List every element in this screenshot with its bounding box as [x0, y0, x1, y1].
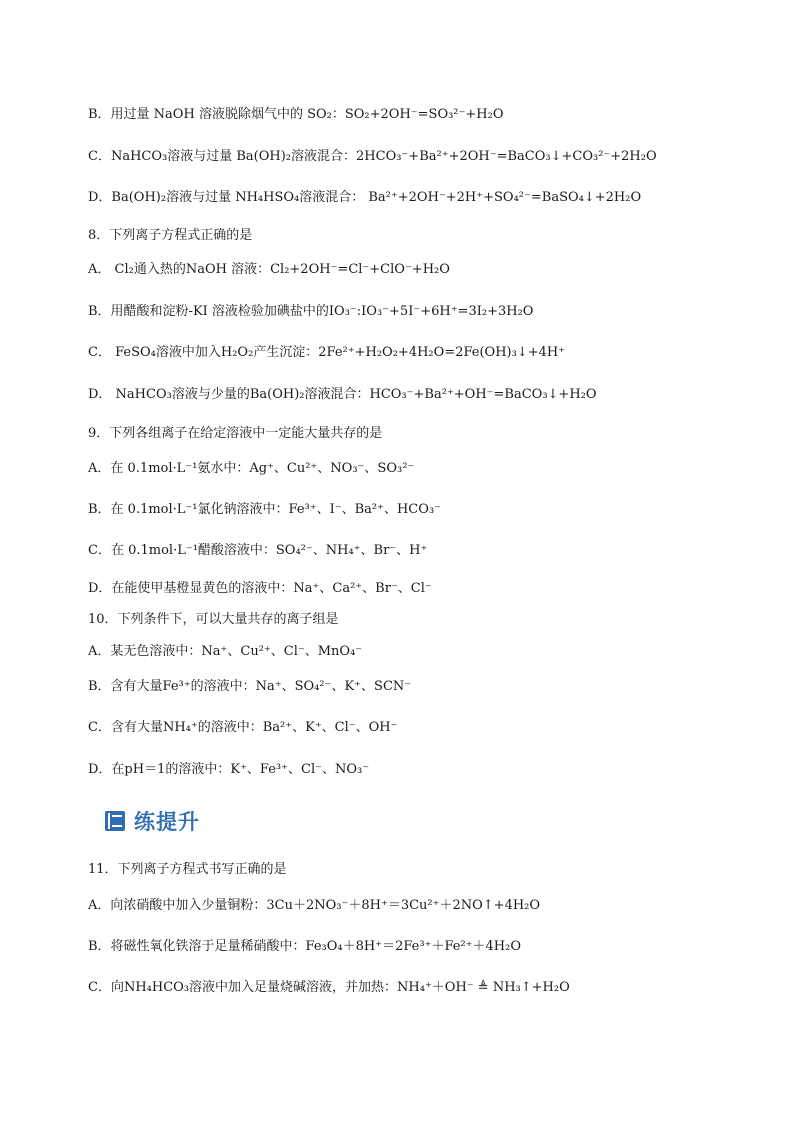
section-heading [104, 806, 200, 836]
book-icon [104, 810, 126, 832]
question-8-stem: 8．下列离子方程式正确的是 [88, 228, 253, 243]
q8-option-d: D． NaHCO₃溶液与少量的Ba(OH)₂溶液混合：HCO₃⁻+Ba²⁺+OH⁻=BaCO₃↓+H₂O [88, 387, 597, 402]
question-9-stem: 9．下列各组离子在给定溶液中一定能大量共存的是 [88, 426, 383, 441]
q11-option-a: A．向浓硝酸中加入少量铜粉：3Cu＋2NO₃⁻＋8H⁺＝3Cu²⁺＋2NO↑+4H₂O [88, 898, 541, 913]
q10-option-d: D．在pH＝1的溶液中：K⁺、Fe³⁺、Cl⁻、NO₃⁻ [88, 762, 370, 777]
q8-option-a: A． Cl₂通入热的NaOH 溶液：Cl₂+2OH⁻=Cl⁻+ClO⁻+H₂O [88, 262, 450, 277]
q10-option-a: A．某无色溶液中：Na⁺、Cu²⁺、Cl⁻、MnO₄⁻ [88, 644, 363, 659]
q10-option-b: B．含有大量Fe³⁺的溶液中：Na⁺、SO₄²⁻、K⁺、SCN⁻ [88, 679, 412, 694]
section-title: 练提升 [134, 810, 200, 834]
q11-option-b: B．将磁性氧化铁溶于足量稀硝酸中：Fe₃O₄＋8H⁺＝2Fe³⁺＋Fe²⁺＋4H₂O [88, 939, 522, 954]
q8-option-b: B．用醋酸和淀粉-KI 溶液检验加碘盐中的IO₃⁻:IO₃⁻+5I⁻+6H⁺=3I₂+3H₂O [88, 304, 534, 319]
q9-option-a: A．在 0.1mol·L⁻¹氨水中：Ag⁺、Cu²⁺、NO₃⁻、SO₃²⁻ [88, 461, 415, 476]
q9-option-c: C．在 0.1mol·L⁻¹醋酸溶液中：SO₄²⁻、NH₄⁺、Br⁻、H⁺ [88, 543, 428, 558]
q9-option-b: B．在 0.1mol·L⁻¹氯化钠溶液中：Fe³⁺、I⁻、Ba²⁺、HCO₃⁻ [88, 502, 441, 517]
option-c-nahco3-baoh2: C．NaHCO₃溶液与过量 Ba(OH)₂溶液混合：2HCO₃⁻+Ba²⁺+2OH⁻=BaCO₃↓+CO₃²⁻+2H₂O [88, 149, 657, 164]
option-d-baoh2-nh4hso4: D．Ba(OH)₂溶液与过量 NH₄HSO₄溶液混合： Ba²⁺+2OH⁻+2H⁺+SO₄²⁻=BaSO₄↓+2H₂O [88, 190, 642, 205]
q8-option-c: C． FeSO₄溶液中加入H₂O₂产生沉淀：2Fe²⁺+H₂O₂+4H₂O=2Fe(OH)₃↓+4H⁺ [88, 345, 566, 360]
q9-option-d: D．在能使甲基橙显黄色的溶液中：Na⁺、Ca²⁺、Br⁻、Cl⁻ [88, 581, 432, 596]
q11-option-c: C．向NH₄HCO₃溶液中加入足量烧碱溶液，并加热：NH₄⁺＋OH⁻ ≜ NH₃↑+H₂O [88, 980, 570, 995]
question-10-stem: 10．下列条件下，可以大量共存的离子组是 [88, 612, 339, 627]
question-11-stem: 11．下列离子方程式书写正确的是 [88, 862, 287, 877]
q10-option-c: C．含有大量NH₄⁺的溶液中：Ba²⁺、K⁺、Cl⁻、OH⁻ [88, 720, 398, 735]
option-b-so2-removal: B．用过量 NaOH 溶液脱除烟气中的 SO₂：SO₂+2OH⁻=SO₃²⁻+H₂O [88, 107, 504, 122]
